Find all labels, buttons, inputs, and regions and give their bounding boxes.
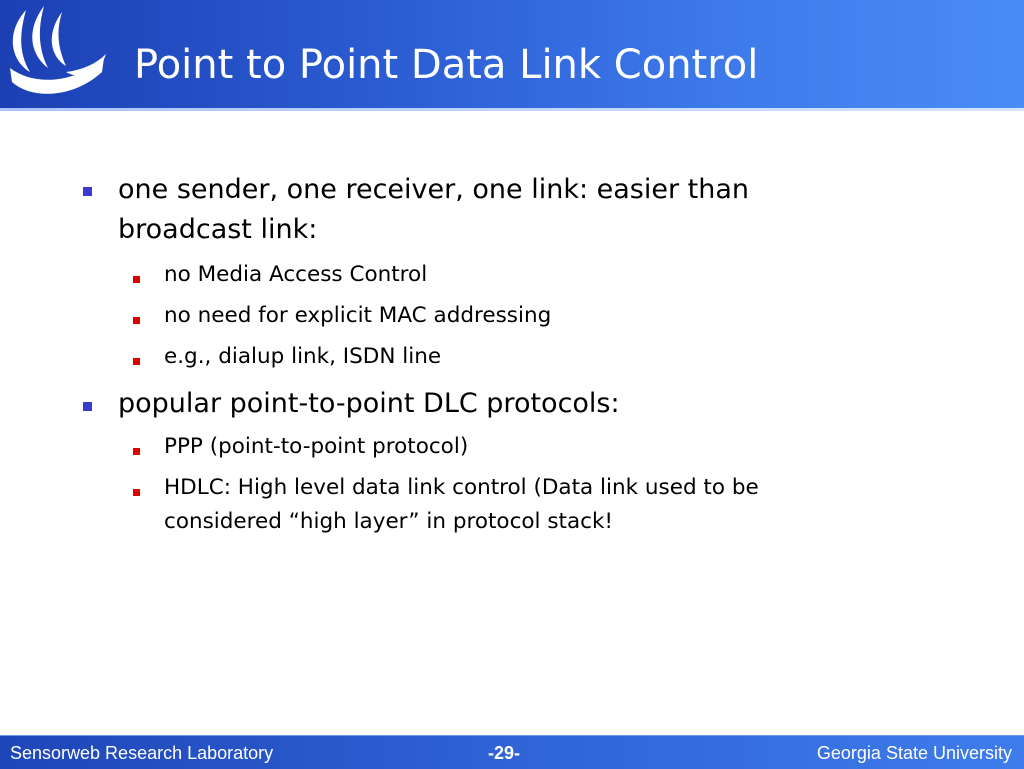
bullet-text: one sender, one receiver, one link: easier than [118, 174, 750, 205]
sub-bullet-text: PPP (point-to-point protocol) [164, 434, 469, 459]
small-square-bullet-icon [133, 358, 140, 365]
footer-lab-name: Sensorweb Research Laboratory [10, 743, 274, 763]
slide-title: Point to Point Data Link Control [134, 42, 759, 88]
sub-bullet-text: considered “high layer” in protocol stack! [164, 509, 614, 534]
flame-logo-icon [4, 2, 108, 106]
sub-bullet-text: no need for explicit MAC addressing [164, 303, 552, 328]
slide-header [0, 0, 1024, 111]
square-bullet-icon [83, 402, 92, 411]
sub-bullet-text: no Media Access Control [164, 262, 428, 287]
sub-bullet-text: HDLC: High level data link control (Data link used to be [164, 475, 759, 500]
bullet-text: popular point-to-point DLC protocols: [118, 388, 620, 419]
small-square-bullet-icon [133, 317, 140, 324]
small-square-bullet-icon [133, 489, 140, 496]
small-square-bullet-icon [133, 276, 140, 283]
slide-footer [0, 735, 1024, 769]
sub-bullet-text: e.g., dialup link, ISDN line [164, 344, 442, 369]
small-square-bullet-icon [133, 448, 140, 455]
square-bullet-icon [83, 187, 92, 196]
page-number: -29- [488, 743, 521, 763]
bullet-text: broadcast link: [118, 214, 318, 245]
footer-university: Georgia State University [816, 743, 1012, 763]
